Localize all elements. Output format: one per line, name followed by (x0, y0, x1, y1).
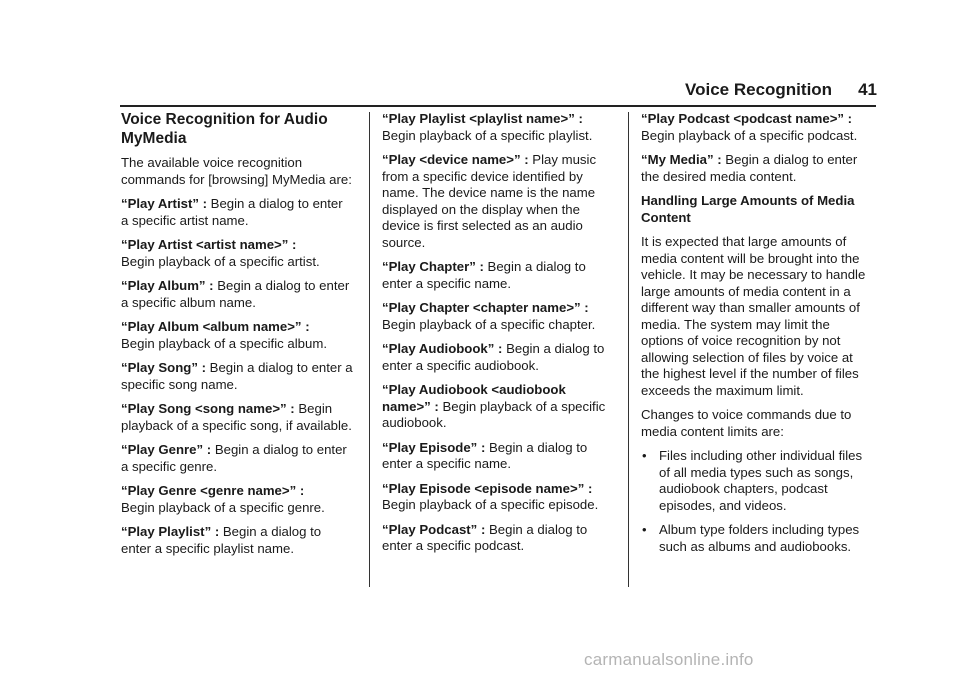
bullet-item (641, 448, 873, 514)
command-name: “Play Podcast” : (382, 521, 486, 537)
column-3 (641, 111, 873, 563)
command-entry (121, 237, 353, 270)
command-entry (382, 522, 614, 555)
command-entry (121, 278, 353, 311)
subsection-heading: Handling Large Amounts of Media Content (641, 193, 855, 225)
command-entry (121, 319, 353, 352)
command-description: Begin a dialog to enter a specific artist name. (121, 196, 343, 228)
page-number: 41 (858, 80, 877, 99)
command-name: “Play <device name>” : (382, 152, 529, 167)
command-description: Begin a dialog to enter a specific audiobook. (382, 341, 605, 373)
command-description: Begin playback of a specific artist. (121, 253, 320, 269)
command-description: Play music from a specific device identified by name. The device name is the name displayed on the display when the device is first selected as an audio source. (382, 152, 597, 250)
command-description: Begin playback of a specific playlist. (382, 127, 593, 143)
command-entry (121, 196, 353, 229)
body-paragraph: It is expected that large amounts of media content will be brought into the vehicle. It may be necessary to handle large amounts of media content in a different way than smaller amounts of media. The system may limit the options of voice recognition by not allowing selection of files by voice at the highest level if the number of files exceeds the maximum limit. (641, 234, 866, 398)
command-name: “Play Episode” : (382, 439, 486, 455)
header-rule (120, 105, 876, 107)
bullet-icon: • (642, 448, 647, 463)
command-description: Begin a dialog to enter a specific name. (382, 439, 588, 471)
command-name: “Play Artist <artist name>” : (121, 237, 297, 252)
command-entry (121, 483, 353, 516)
command-description: Begin a dialog to enter a specific podcast. (382, 521, 588, 553)
command-description: Begin playback of a specific song, if available. (121, 401, 352, 433)
command-entry (382, 481, 614, 514)
command-name: “Play Artist” : (121, 196, 207, 211)
command-name: “Play Podcast <podcast name>” : (641, 111, 853, 126)
command-description: Begin a dialog to enter a specific album name. (121, 278, 350, 310)
command-name: “Play Song” : (121, 360, 206, 375)
command-name: “Play Audiobook <audiobook name>” : (382, 382, 566, 414)
command-entry (382, 152, 614, 251)
command-entry (382, 440, 614, 473)
command-name: “Play Genre” : (121, 442, 212, 457)
command-description: Begin playback of a specific chapter. (382, 316, 596, 332)
command-name: “Play Chapter <chapter name>” : (382, 300, 589, 315)
command-entry (121, 524, 353, 557)
command-name: “Play Episode <episode name>” : (382, 480, 593, 496)
command-description: Begin playback of a specific genre. (121, 499, 325, 515)
column-divider (369, 112, 370, 587)
command-description: Begin playback of a specific podcast. (641, 127, 858, 143)
command-name: “My Media” : (641, 152, 722, 167)
command-description: Begin a dialog to enter a specific song name. (121, 360, 353, 392)
command-description: Begin playback of a specific episode. (382, 497, 599, 512)
command-description: Begin a dialog to enter a specific name. (382, 259, 586, 291)
command-entry (382, 111, 614, 144)
section-title: Voice Recognition (685, 80, 833, 99)
command-name: “Play Playlist” : (121, 524, 220, 539)
command-name: “Play Playlist <playlist name>” : (382, 111, 583, 126)
command-description: Begin a dialog to enter the desired media content. (641, 152, 858, 184)
command-entry (641, 111, 873, 144)
bullet-icon: • (642, 522, 647, 537)
command-name: “Play Genre <genre name>” : (121, 483, 305, 498)
command-entry (382, 341, 614, 374)
column-1 (121, 111, 353, 565)
command-description: Begin a dialog to enter a specific playlist name. (121, 524, 322, 556)
column-2 (382, 111, 614, 563)
command-name: “Play Album <album name>” : (121, 319, 310, 334)
command-entry (382, 300, 614, 333)
column-divider (628, 112, 629, 587)
bullet-text: Files including other individual files of all media types such as songs, audiobook chapters, podcast episodes, and videos. (659, 448, 863, 513)
command-description: Begin playback of a specific audiobook. (382, 398, 606, 430)
body-paragraph: Changes to voice commands due to media content limits are: (641, 407, 852, 439)
command-entry (641, 152, 873, 185)
bullet-item (641, 522, 873, 555)
command-entry (121, 360, 353, 393)
command-entry (121, 442, 353, 475)
command-entry (121, 401, 353, 434)
command-description: Begin a dialog to enter a specific genre. (121, 442, 347, 474)
section-heading: Voice Recognition for Audio MyMedia (121, 111, 328, 147)
command-description: Begin playback of a specific album. (121, 335, 327, 351)
watermark: carmanualsonline.info (584, 650, 754, 669)
bullet-text: Album type folders including types such as albums and audiobooks. (659, 522, 860, 554)
command-name: “Play Audiobook” : (382, 341, 503, 356)
page-header (0, 80, 877, 100)
command-name: “Play Album” : (121, 278, 214, 293)
command-name: “Play Song <song name>” : (121, 401, 295, 416)
command-entry (382, 259, 614, 292)
command-name: “Play Chapter” : (382, 259, 484, 274)
command-entry (382, 382, 614, 432)
intro-paragraph: The available voice recognition commands for [browsing] MyMedia are: (121, 155, 352, 187)
